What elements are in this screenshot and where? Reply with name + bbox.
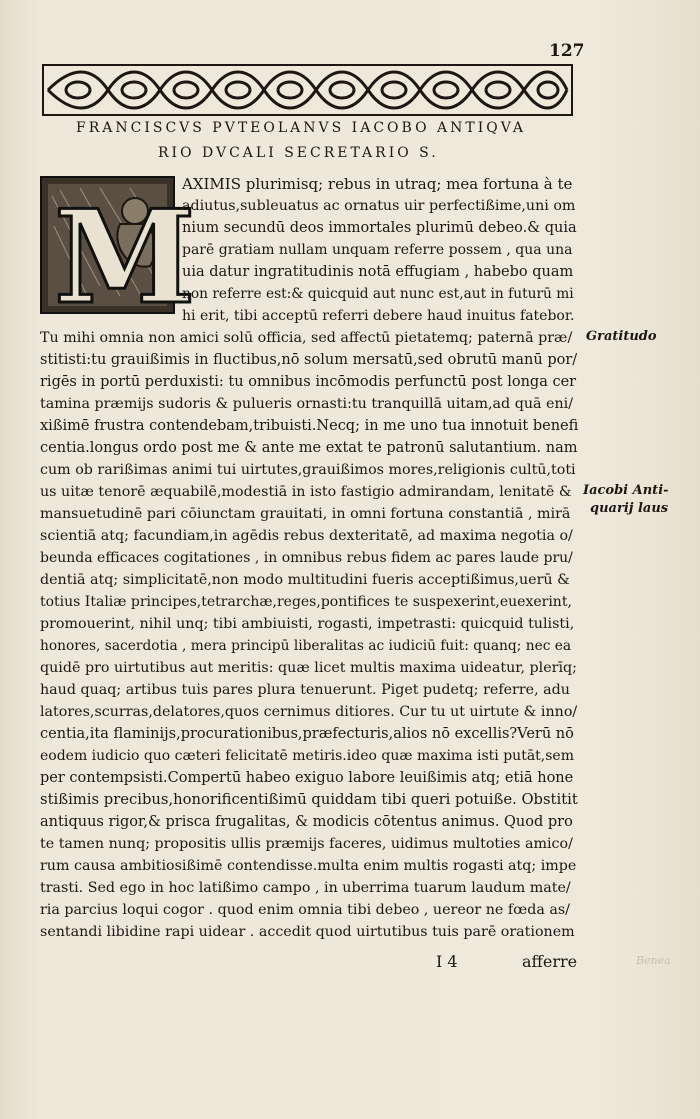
intro-line: uia datur ingratitudinis notā effugiam , habebo quam bbox=[182, 264, 574, 280]
woodcut-initial-m bbox=[40, 176, 196, 333]
intro-line: hi erit, tibi acceptū referri debere haud inuitus fatebor. bbox=[182, 308, 575, 324]
text-line: rum causa ambitiosißimē contendisse.multa enim multis rogasti atq; impe bbox=[40, 858, 577, 874]
initial-letter: M bbox=[54, 183, 196, 333]
page-number: 127 bbox=[549, 41, 585, 61]
interlace-headpiece bbox=[42, 64, 573, 116]
text-line: trasti. Sed ego in hoc latißimo campo , in uberrima tuarum laudum mate/ bbox=[40, 880, 571, 896]
text-line: latores,scurras,delatores,quos cernimus ditiores. Cur tu ut uirtute & inno/ bbox=[40, 704, 578, 720]
intro-line: parē gratiam nullam unquam referre possem , qua una bbox=[182, 242, 573, 258]
text-line: eodem iudicio quo cæteri felicitatē metiris.ideo quæ maxima isti putāt,sem bbox=[40, 748, 574, 764]
intro-line: AXIMIS plurimisq; rebus in utraq; mea fortuna à te bbox=[182, 175, 573, 193]
text-line: antiquus rigor,& prisca frugalitas, & modicis cōtentus animus. Quod pro bbox=[40, 814, 573, 830]
text-line: tamina præmijs sudoris & pulueris ornasti:tu tranquillā uitam,ad quā eni/ bbox=[40, 396, 573, 412]
text-line: stitisti:tu grauißimis in fluctibus,nō solum mersatū,sed obrutū manū por/ bbox=[40, 352, 578, 368]
text-line: sentandi libidine rapi uidear . accedit quod uirtutibus tuis parē orationem bbox=[40, 924, 575, 940]
intro-line: nium secundū deos immortales plurimū debeo.& quia bbox=[182, 220, 577, 236]
intro-line: adiutus,subleuatus ac ornatus uir perfectißime,uni om bbox=[182, 198, 576, 214]
text-line: us uitæ tenorē æquabilē,modestiā in isto fastigio admirandam, lenitatē & bbox=[40, 484, 572, 500]
text-line: per contempsisti.Compertū habeo exiguo labore leuißimis atq; etiā hone bbox=[40, 770, 574, 786]
text-line: promouerint, nihil unq; tibi ambiuisti, rogasti, impetrasti: quicquid tulisti, bbox=[40, 616, 575, 632]
signature-mark: I 4 bbox=[436, 952, 458, 971]
showthrough-text: Benea bbox=[636, 954, 671, 967]
text-line: xißimē frustra contendebam,tribuisti.Necq; in me uno tua innotuit benefi bbox=[40, 418, 579, 434]
epistle-heading-line-1: FRANCISCVS PVTEOLANVS IACOBO ANTIQVA bbox=[76, 120, 526, 136]
catchword: afferre bbox=[522, 952, 578, 971]
text-line: ria parcius loqui cogor . quod enim omnia tibi debeo , uereor ne fœda as/ bbox=[40, 902, 570, 918]
text-line: quidē pro uirtutibus aut meritis: quæ licet multis maxima uideatur, plerīq; bbox=[40, 660, 577, 676]
text-line: beunda efficaces cogitationes , in omnibus rebus fidem ac pares laude pru/ bbox=[40, 550, 573, 566]
text-line: stißimis precibus,honorificentißimū quiddam tibi queri potuiße. Obstitit bbox=[40, 791, 578, 808]
text-line: mansuetudinē pari cōiunctam grauitati, in omni fortuna constantiā , mirā bbox=[40, 506, 571, 522]
text-line: cum ob rarißimas animi tui uirtutes,grauißimos mores,religionis cultū,toti bbox=[40, 462, 576, 478]
text-line: scientiā atq; facundiam,in agēdis rebus dexteritatē, ad maxima negotia o/ bbox=[40, 528, 573, 544]
text-line: centia.longus ordo post me & ante me extat te patronū salutantium. nam bbox=[40, 440, 578, 456]
text-line: centia,ita flaminijs,procurationibus,præfecturis,alios nō excellis?Verū nō bbox=[40, 726, 574, 742]
marginal-note-laus-2: quarij laus bbox=[590, 501, 669, 516]
epistle-heading-line-2: RIO DVCALI SECRETARIO S. bbox=[158, 145, 439, 161]
text-line: Tu mihi omnia non amici solū officia, sed affectū pietatemq; paternā præ/ bbox=[40, 330, 573, 346]
text-line: te tamen nunq; propositis ullis præmijs faceres, uidimus multoties amico/ bbox=[40, 836, 573, 852]
marginal-note-laus-1: Iacobi Anti- bbox=[583, 483, 669, 498]
text-line: rigēs in portū perduxisti: tu omnibus incōmodis perfunctū post longa cer bbox=[40, 374, 577, 390]
text-line: totius Italiæ principes,tetrarchæ,reges,pontifices te suspexerint,euexerint, bbox=[40, 594, 572, 610]
marginal-note-gratitudo: Gratitudo bbox=[586, 329, 657, 344]
text-line: haud quaq; artibus tuis pares plura tenuerunt. Piget pudetq; referre, adu bbox=[40, 682, 570, 698]
intro-line: non referre est:& quicquid aut nunc est,aut in futurū mi bbox=[182, 286, 574, 302]
text-line: dentiā atq; simplicitatē,non modo multitudini fueris acceptißimus,uerū & bbox=[40, 572, 570, 588]
text-line: honores, sacerdotia , mera principū liberalitas ac iudiciū fuit: quanq; nec ea bbox=[40, 638, 572, 654]
